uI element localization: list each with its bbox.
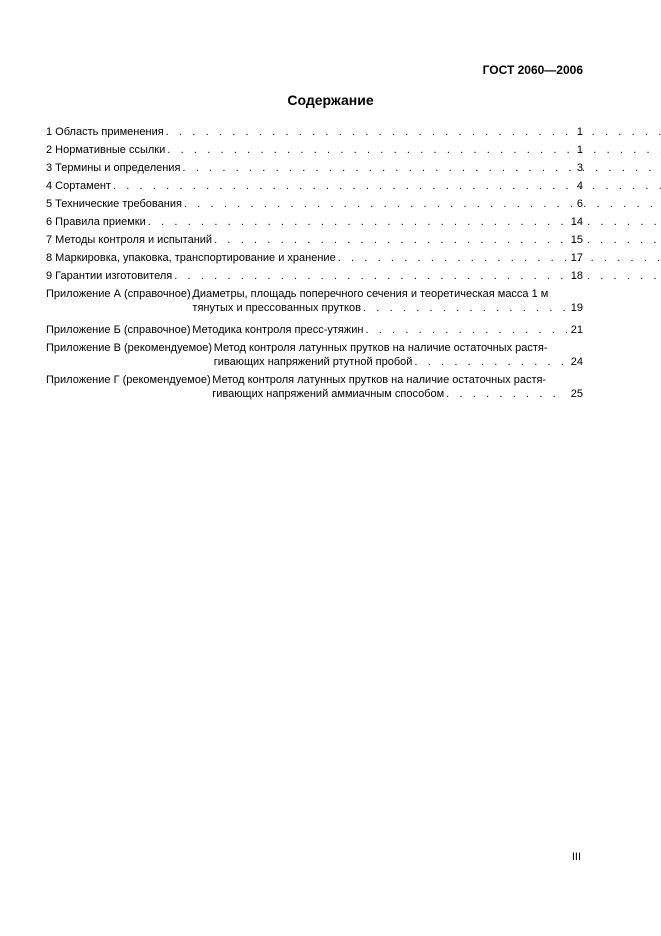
leader-dots xyxy=(446,387,567,401)
appendix-title-line2: гивающих напряжений ртутной пробой xyxy=(213,356,413,368)
toc-appendix-a[interactable] xyxy=(46,287,583,315)
leader-dots xyxy=(214,233,661,247)
toc-entry-3[interactable] xyxy=(46,157,583,175)
toc-entry-title: 9 Гарантии изготовителя xyxy=(46,270,173,282)
toc-entry-title: 7 Методы контроля и испытаний xyxy=(46,234,213,246)
toc-entry-page: 21 xyxy=(570,324,583,336)
appendix-title-line2: гивающих напряжений аммиачным способом xyxy=(212,388,445,400)
document-code: ГОСТ 2060—2006 xyxy=(482,63,583,77)
toc-appendix-v[interactable] xyxy=(46,341,583,369)
toc-entry-page: 14 xyxy=(570,216,583,228)
appendix-title-line1: Диаметры, площадь поперечного сечения и теоретическая масса 1 м xyxy=(192,288,549,300)
page-title: Содержание xyxy=(287,92,374,108)
leader-dots xyxy=(148,215,661,229)
page-number: III xyxy=(571,851,581,863)
toc-appendix-g[interactable] xyxy=(46,373,583,401)
leader-dots xyxy=(174,269,661,283)
toc-entry-title: 4 Сортамент xyxy=(46,180,111,192)
toc-entry-title: 5 Технические требования xyxy=(46,198,182,210)
appendix-prefix: Приложение А (справочное) xyxy=(46,288,191,300)
appendix-title-line1: Методика контроля пресс-утяжин xyxy=(192,324,364,336)
appendix-title-line1: Метод контроля латунных прутков на наличие остаточных растя- xyxy=(212,374,547,386)
leader-dots xyxy=(365,323,567,337)
toc-entry-title: 8 Маркировка, упаковка, транспортирование и хранение xyxy=(46,252,336,264)
appendix-title-line2: тянутых и прессованных прутков xyxy=(192,302,361,314)
leader-dots xyxy=(182,161,661,175)
toc-entry-9[interactable] xyxy=(46,265,583,283)
toc-entry-6[interactable] xyxy=(46,211,583,229)
toc-entry-4[interactable] xyxy=(46,175,583,193)
toc-entry-page: 4 xyxy=(576,180,583,192)
toc-entry-title: 2 Нормативные ссылки xyxy=(46,144,166,156)
toc-entry-1[interactable] xyxy=(46,121,583,139)
toc-entry-2[interactable] xyxy=(46,139,583,157)
toc-entry-8[interactable] xyxy=(46,247,583,265)
toc-appendix-b[interactable] xyxy=(46,319,583,337)
toc-entry-page: 3 xyxy=(576,162,583,174)
toc-entry-page: 15 xyxy=(570,234,583,246)
appendix-title-line1: Метод контроля латунных прутков на наличие остаточных растя- xyxy=(213,342,548,354)
toc-entry-page: 1 xyxy=(576,144,583,156)
toc-entry-page: 18 xyxy=(570,270,583,282)
toc-entry-page: 25 xyxy=(570,388,583,400)
leader-dots xyxy=(414,355,567,369)
toc-entry-7[interactable] xyxy=(46,229,583,247)
leader-dots xyxy=(338,251,661,265)
toc-entry-page: 1 xyxy=(576,126,583,138)
toc-entry-page: 6 xyxy=(576,198,583,210)
leader-dots xyxy=(363,301,567,315)
toc-entry-title: 3 Термины и определения xyxy=(46,162,181,174)
toc-entry-title: 6 Правила приемки xyxy=(46,216,146,228)
appendix-prefix: Приложение Б (справочное) xyxy=(46,324,191,336)
leader-dots xyxy=(184,197,661,211)
table-of-contents xyxy=(46,121,583,405)
toc-entry-page: 17 xyxy=(570,252,583,264)
toc-entry-page: 24 xyxy=(570,356,583,368)
leader-dots xyxy=(166,125,661,139)
appendix-prefix: Приложение В (рекомендуемое) xyxy=(46,342,213,354)
toc-entry-page: 19 xyxy=(570,302,583,314)
leader-dots xyxy=(167,143,661,157)
toc-entry-title: 1 Область применения xyxy=(46,126,164,138)
appendix-prefix: Приложение Г (рекомендуемое) xyxy=(46,374,211,386)
toc-entry-5[interactable] xyxy=(46,193,583,211)
